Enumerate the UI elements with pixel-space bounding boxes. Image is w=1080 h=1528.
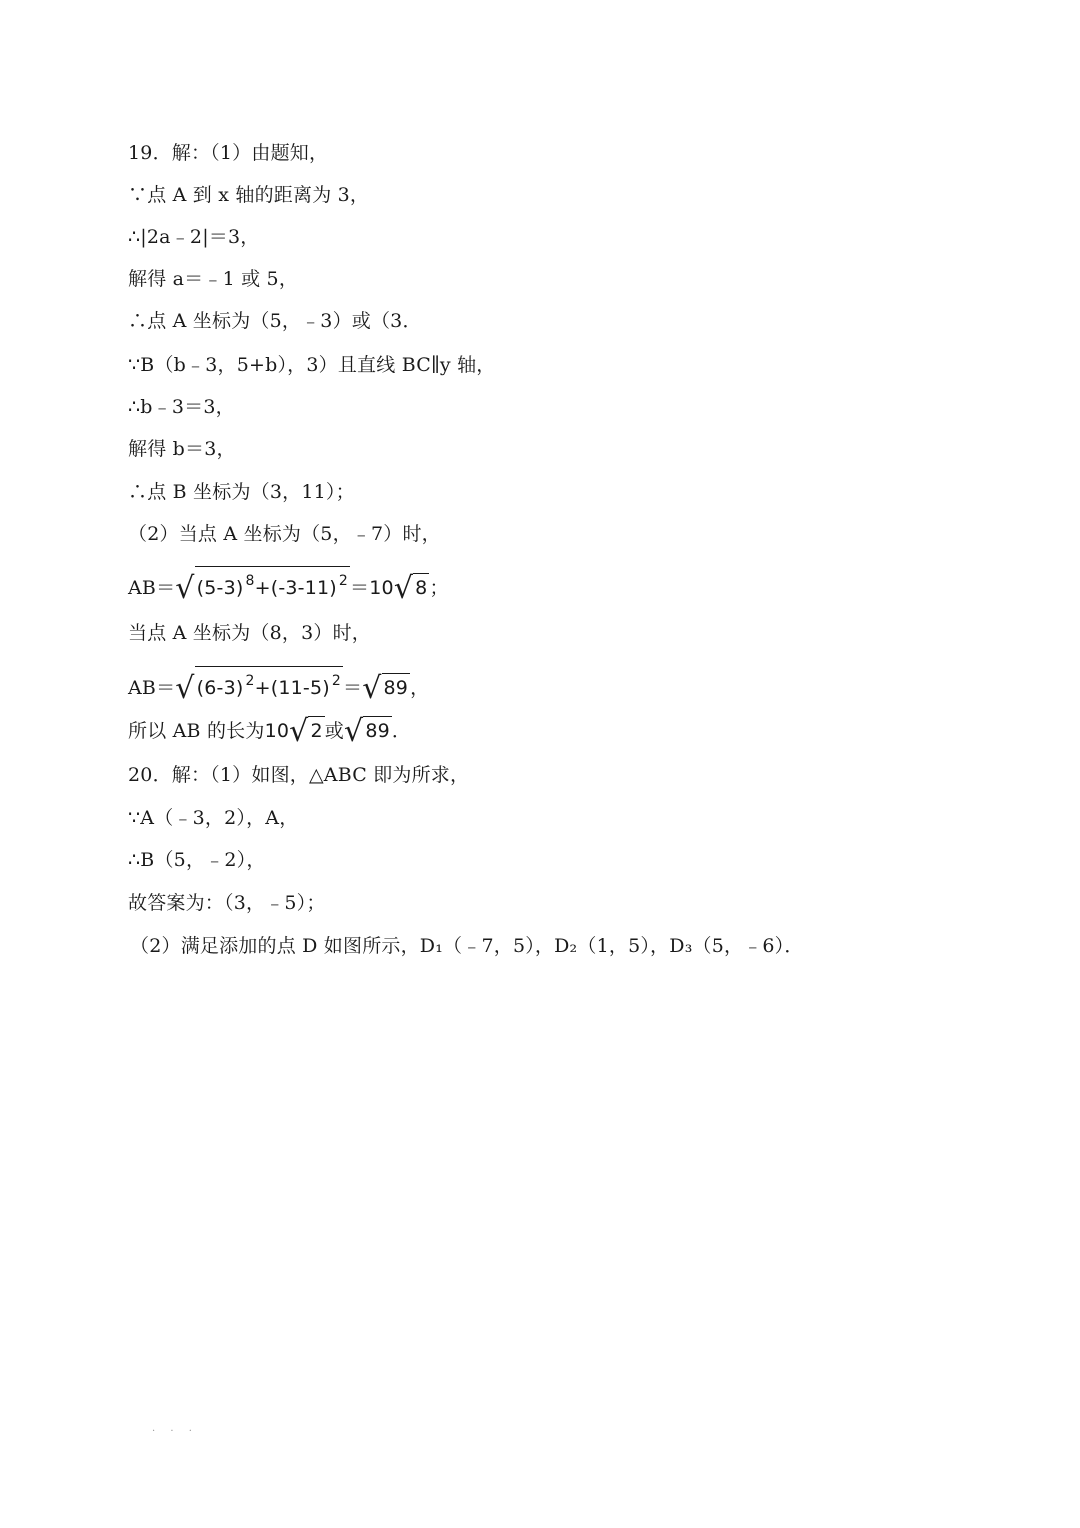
radical-sign: √ — [175, 671, 195, 706]
term: (11-5) — [270, 677, 330, 699]
formula-lhs: AB＝ — [128, 577, 176, 599]
radical-sign: √ — [362, 671, 382, 706]
operator: + — [254, 677, 271, 699]
text-line-2: ∵点 A 到 x 轴的距离为 3， — [128, 184, 370, 206]
conclusion-text: 所以 AB 的长为 — [128, 720, 265, 742]
exponent: 2 — [338, 573, 349, 589]
equals: ＝ — [350, 577, 370, 599]
exponent: 2 — [331, 673, 341, 689]
term: (6-3) — [196, 677, 244, 699]
text-line-8: 解得 b＝3， — [128, 438, 236, 460]
text-line-14: ∴B（5，﹣2）， — [128, 849, 266, 871]
radical-sign: √ — [393, 571, 414, 606]
text-line-3: ∴|2a﹣2|＝3， — [128, 226, 260, 248]
scan-specks: · · · — [152, 1426, 198, 1437]
text-line-11: 当点 A 坐标为（8，3）时， — [128, 622, 371, 644]
formula-ab-case-2 — [128, 666, 430, 706]
text-line-5: ∴点 A 坐标为（5，﹣3）或（3． — [128, 310, 422, 332]
text-line-9: ∴点 B 坐标为（3，11）； — [128, 481, 355, 503]
term: (5-3) — [196, 577, 244, 599]
exponent: 2 — [245, 673, 255, 689]
text-line-6: ∵B（b﹣3，5+b），3）且直线 BC∥y 轴， — [128, 354, 496, 376]
conjunction: 或 — [324, 720, 344, 742]
text-line-7: ∴b﹣3＝3， — [128, 396, 235, 418]
coefficient: 10 — [264, 720, 290, 742]
text-line-15: 故答案为：（3，﹣5）； — [128, 892, 326, 914]
text-line-10: （2）当点 A 坐标为（5，﹣7）时， — [128, 523, 441, 545]
formula-ab-case-1 — [128, 566, 449, 606]
coefficient: 10 — [369, 577, 394, 599]
radical-sign: √ — [175, 571, 195, 606]
term: (-3-11) — [270, 577, 337, 599]
radicand — [195, 666, 343, 700]
punctuation: ． — [391, 720, 412, 742]
conclusion-line — [128, 714, 412, 749]
text-line-16: （2）满足添加的点 D 如图所示，D₁（﹣7，5），D₂（1，5），D₃（5，﹣6）． — [130, 935, 804, 957]
radicand: 89 — [363, 716, 392, 743]
radicand: 89 — [382, 673, 411, 700]
operator: + — [254, 577, 271, 599]
exponent: 8 — [245, 573, 255, 589]
radicand: 2 — [308, 716, 324, 743]
formula-lhs: AB＝ — [128, 677, 176, 699]
radicand: 8 — [413, 573, 429, 600]
text-line-4: 解得 a＝﹣1 或 5， — [128, 268, 299, 290]
equals: ＝ — [342, 677, 363, 699]
text-line-12: 20．解：（1）如图，△ABC 即为所求， — [128, 764, 470, 786]
text-line-1: 19．解：（1）由题知， — [128, 142, 329, 164]
radical-sign: √ — [289, 714, 309, 749]
punctuation: ， — [410, 677, 430, 699]
text-line-13: ∵A（﹣3，2），A， — [128, 807, 299, 829]
punctuation: ； — [429, 577, 449, 599]
radicand — [195, 566, 350, 600]
radical-sign: √ — [343, 714, 364, 749]
